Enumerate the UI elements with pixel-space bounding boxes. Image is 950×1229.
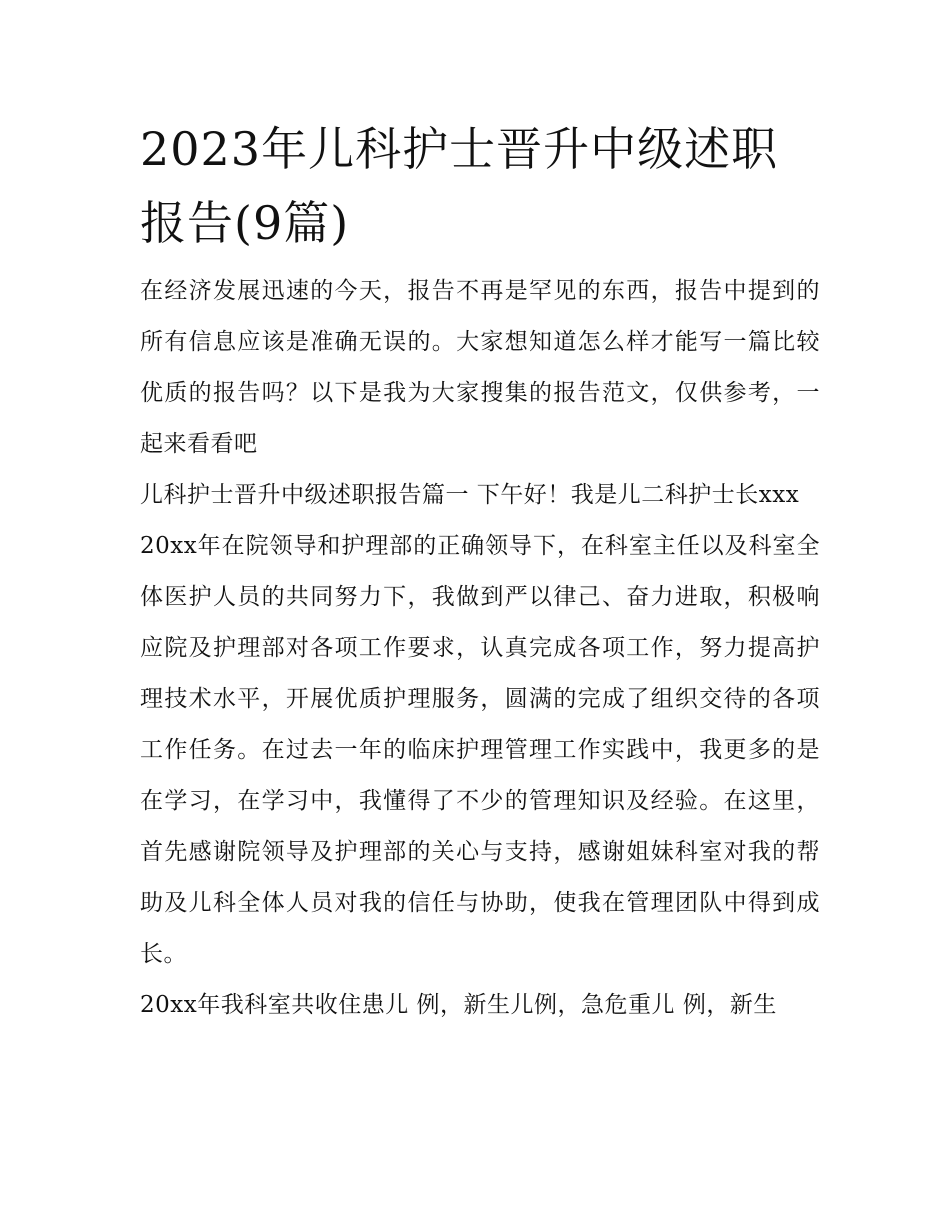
body-paragraph-continued: 20xx年我科室共收住患儿 例，新生儿例，急危重儿 例，新生	[140, 992, 777, 1018]
section-heading-paragraph: 儿科护士晋升中级述职报告篇一 下午好！我是儿二科护士长xxx	[140, 482, 800, 508]
title-line-1: 2023年儿科护士晋升中级述职	[140, 122, 779, 176]
document-title	[140, 112, 820, 260]
title-line-2: 报告(9篇)	[140, 196, 350, 250]
body-paragraph: 20xx年在院领导和护理部的正确领导下，在科室主任以及科室全体医护人员的共同努力下，我做到严以律己、奋力进取，积极响应院及护理部对各项工作要求，认真完成各项工作，努力提高护理技术水平，开展优质护理服务，圆满的完成了组织交待的各项工作任务。在过去一年的临床护理管理工作实践中，我更多的是在学习，在学习中，我懂得了不少的管理知识及经验。在这里，首先感谢院领导及护理部的关心与支持，感谢姐妹科室对我的帮助及儿科全体人员对我的信任与协助，使我在管理团队中得到成长。	[140, 533, 820, 967]
intro-paragraph: 在经济发展迅速的今天，报告不再是罕见的东西，报告中提到的所有信息应该是准确无误的。大家想知道怎么样才能写一篇比较优质的报告吗？以下是我为大家搜集的报告范文，仅供参考，一起来看看吧	[140, 278, 820, 457]
document-content	[140, 112, 820, 1031]
